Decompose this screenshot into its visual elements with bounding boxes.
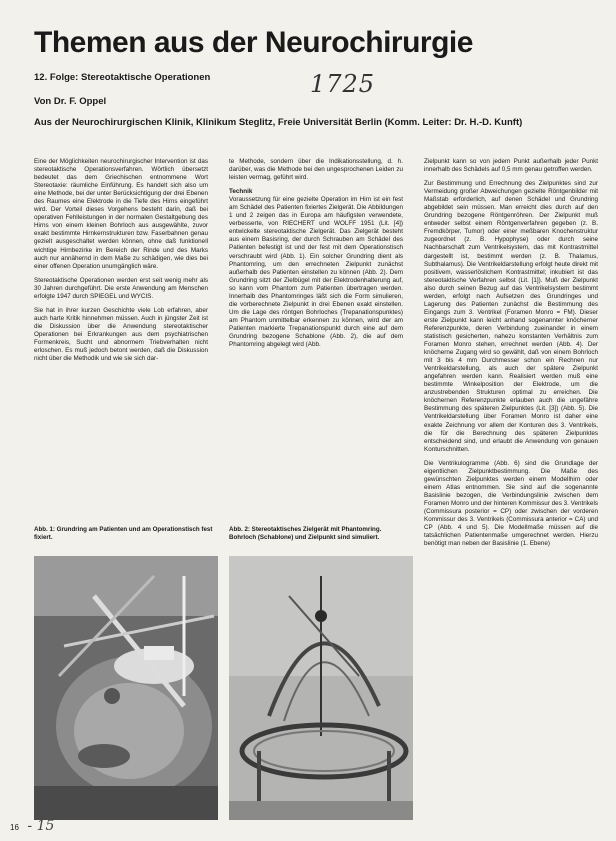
figure-caption-1: Abb. 1: Grundring am Patienten und am Operationstisch fest fixiert. bbox=[34, 526, 213, 541]
text-column-2 bbox=[229, 158, 403, 496]
paragraph: te Methode, sondern über die Indikationsstellung, d. h. darüber, was die Methode bei den ungesprochenen Leiden zu leisten vermag, geführt wird. bbox=[229, 158, 403, 182]
paragraph: Sie hat in ihrer kurzen Geschichte viele Lob erfahren, aber auch harte Kritik hinnehmen müssen. Auch in jüngster Zeit ist die Diskussion über die Anwendung stereotaktischer Operationen bei Erkrankungen aus dem psychiatrischen Formenkreis, Sucht und abnormem Triebverhalten nicht erloschen. Es muß jedoch betont werden, daß die Diskussion nicht über die Methodik und wie sie sich dar- bbox=[34, 306, 208, 363]
figure-caption-2: Abb. 2: Stereotaktisches Zielgerät mit Phantomring. Bohrloch (Schablone) und Zielpunkt sind simuliert. bbox=[229, 526, 382, 541]
paragraph: Zielpunkt kann so von jedem Punkt außerhalb jeder Punkt innerhalb des Schädels auf 0,5 mm genau getroffen werden. bbox=[424, 158, 598, 174]
paragraph: Stereotaktische Operationen werden erst seit wenig mehr als 30 Jahren durchgeführt. Die erste Anwendung am Menschen erfolgte 1947 durch SPIEGEL und WYCIS. bbox=[34, 276, 208, 300]
page-title: Themen aus der Neurochirurgie bbox=[34, 26, 473, 59]
text-column-3 bbox=[424, 158, 598, 823]
section-heading: Technik bbox=[229, 188, 253, 196]
article-author: Von Dr. F. Oppel bbox=[34, 96, 107, 107]
paragraph: Eine der Möglichkeiten neurochirurgischer Intervention ist das stereotaktische Operationsverfahren. Wörtlich übersetzt bedeutet das dem Griechischen entnommene Wort Stereotaxie: räumliche Einführung. Es handelt sich also um eine Methode, bei der unter Berücksichtigung der drei Ebenen des Raumes eine Elektrode in die Tiefe des Hirns eingeführt wird. Der Vorteil dieses Vorgehens besteht darin, daß bei operativen Fehlleistungen in der normalen Gestaltgebung des Hirns von einem kleinen Bohrloch aus ausgewählte, zuvor exakt bestimmte Hirnkernstrukturen bzw. Faserbahnen genau gezielt ausgeschaltet werden können, ohne daß funktionell wichtige Hirnbezirke im Bereich der Rinde und des Marks auch nur annähernd in dem Maße zu schädigen, wie dies bei einer offenen Operation unumgänglich wäre. bbox=[34, 158, 208, 270]
article-affiliation: Aus der Neurochirurgischen Klinik, Klinikum Steglitz, Freie Universität Berlin (Komm. Leiter: Dr. H.-D. Kunft) bbox=[34, 117, 523, 128]
page-number: 16 bbox=[10, 823, 19, 832]
handwritten-note: 1725 bbox=[310, 70, 376, 98]
handwritten-page-mark: - 15 bbox=[27, 818, 55, 834]
paragraph: Voraussetzung für eine gezielte Operation im Hirn ist ein fest am Schädel des Patienten fixiertes Zielgerät. Die Abbildungen 1 und 2 zeigen das in Europa am häufigsten verwendete, verbesserte, von RIECHERT und WOLFF 1951 (Lit. [4]) entwickelte stereotaktische Zielgerät. Das Zielgerät besteht aus einem Basisring, der durch Schrauben am Schädel des Patienten befestigt ist und der fest mit dem Operationstisch verschraubt wird (Abb. 1). Ein solcher Grundring dient als Phantomring, um den errechneten Zielpunkt zunächst außerhalb des Patienten einstellen zu können (Abb. 2). Dem Grundring sitzt der Zielbügel mit der Elektrodenhalterung auf, so kann vom Phantom zum Patienten übertragen werden. Innerhalb des Phantomringes läßt sich die Form simulieren, die vorberechnete Zielpunkt in drei Ebenen exakt einstellen. Um die Lage des röntgen Bohrloches (Trepanationspunktes) am Phantom unmittelbar erkennen zu können, wird der am Patienten markierte Trepanationspunkt durch eine auf dem Grundring bezogene Schablone (Abb. 2), die auf dem Phantomring abgelegt wird (Abb. bbox=[229, 196, 403, 349]
paragraph: Zur Bestimmung und Errechnung des Zielpunktes sind zur Vermeidung großer Abweichungen gezielte Röntgenbilder mit Maßstab erforderlich, auf denen Schädel und Grundring abgebildet sein müssen. Man erreicht dies durch auf den Grundring bezogene Röntgenröhren. Der Zielpunkt muß entweder selbst einem Röntgenverfahren gegeben (z. B. Fremdkörper, Tumor) oder einer meßbaren Knochenstruktur zugeordnet (z. B. Hypophyse) oder durch seine Nachbarschaft zum Ventrikelsystem, das mit Kontrastmittel dargestellt ist, bestimmt werden (z. B. Thalamus, Subthalamus). Die Ventrikeldarstellung erfolgt heute direkt mit positivem, wasserlöslichem Kontrastmittel; inkubiert ist das stereotaktische Verfahren selbst (Lit. [1]). Muß der Zielpunkt also durch seinen Bezug auf das Ventrikelsystem bestimmt werden, erfolgt nach Aufsetzen des Grundringes und Lagerung des Patienten zunächst die Bestimmung des Eingangs zum 3. Ventrikel (Foramen Monro = FM). Dieser erste Zielpunkt kann leicht anhand sogenannter knöcherner Referenzpunkte, deren Verbindung zueinander in einem statistisch gesicherten, nahezu konstanten Verhältnis zum Foramen Monro stehen, errechnet werden (Abb. 4). Der knöcherne Zugang wird so gewählt, daß von einem Bohrloch mit 3 bis 4 mm Durchmesser schon ein Rechnen nur Ventrikeldarstellung, als auch der spätere Zielpunkt angefahren werden kann. Realisiert werden muß eine bestimmte Winkelposition der Elektrode, um die anzustrebenden Strukturen optimal zu erreichen. Die knöchernen Referenzpunkte erlauben auch die ungefähre Bestimmung des späteren Zielpunktes (Lit. [3]) (Abb. 5). Die Ventrikeldarstellung über Foramen Monro ist daher eine exakte Zeichnung vor allem der Konturen des 3. Ventrikels, die für die Berechnung des späteren Zielpunktes entscheidend sind, und erlaubt die Anwendung von genauen Konturschnitten. bbox=[424, 180, 598, 453]
article-subtitle: 12. Folge: Stereotaktische Operationen bbox=[34, 72, 211, 83]
paragraph: Die Ventrikulogramme (Abb. 6) sind die Grundlage der eigentlichen Zielpunktbestimmung. Die Maße des gewünschten Zielpunktes werden einem Modellhirn oder einem Atlas entnommen. Sie sind auf die sogenannte Basislinie bezogen, die Verbindungslinie zwischen dem Foramen Monro und der hinteren Kommissur des 3. Ventrikels (Commissura posterior = CP) oder zwischen der vorderen Kommissur des 3. Ventrikels (Commissura anterior = CA) und CP (Abb. 4 und 5). Die Modellmaße müssen auf die tatsächlichen Patientenmaße umgerechnet werden. Hierzu benötigt man neben der Basislinie (1. Ebene) bbox=[424, 459, 598, 548]
photo-patient-frame bbox=[34, 556, 218, 820]
page-footer bbox=[10, 818, 54, 834]
text-column-1 bbox=[34, 158, 208, 496]
photo-stereotactic-device bbox=[229, 556, 413, 820]
